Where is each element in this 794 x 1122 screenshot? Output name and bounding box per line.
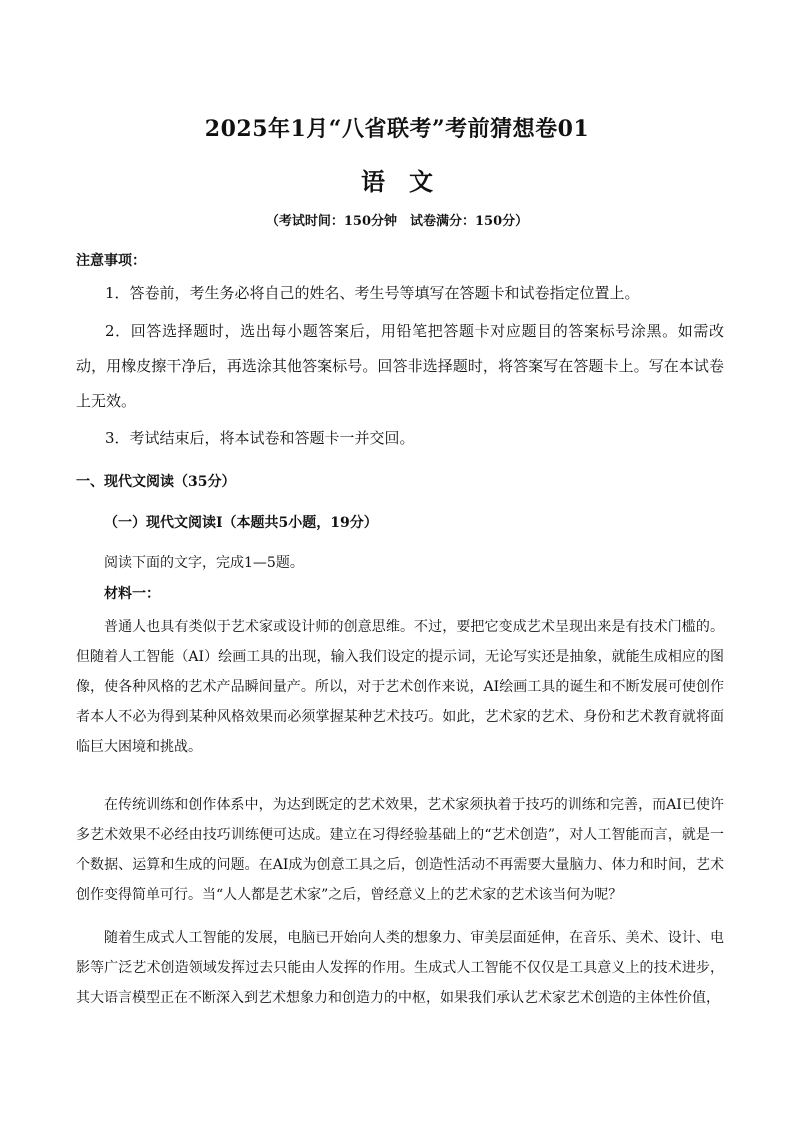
reading-instruction: 阅读下面的文字，完成1—5题。 [104, 555, 304, 571]
section-heading: 一、现代文阅读（35分） [76, 474, 236, 490]
exam-title: 2025年1月“八省联考”考前猜想卷01 [204, 116, 590, 142]
material-paragraph-3: 随着生成式人工智能的发展，电脑已开始向人类的想象力、审美层面延伸，在音乐、美术、设计、电影等广泛艺术创造领域发挥过去只能由人发挥的作用。生成式人工智能不仅仅是工具意义上的技术进步，其大语言模型正在不断深入到艺术想象力和创造力的中枢，如果我们承认艺术家艺术创造的主体性价值， [76, 930, 724, 1006]
notice-heading: 注意事项： [76, 253, 146, 269]
material-paragraph-2: 在传统训练和创作体系中，为达到既定的艺术效果，艺术家须执着于技巧的训练和完善，而AI已使许多艺术效果不必经由技巧训练便可达成。建立在习得经验基础上的“艺术创造”，对人工智能而言，就是一个数据、运算和生成的问题。在AI成为创意工具之后，创造性活动不再需要大量脑力、体力和时间，艺术创作变得简单可行。当“人人都是艺术家”之后，曾经意义上的艺术家的艺术该当何为呢？ [76, 797, 724, 903]
exam-time-and-score: （考试时间：150分钟 试卷满分：150分） [265, 214, 529, 229]
notice-item-3: 3．考试结束后，将本试卷和答题卡一并交回。 [105, 429, 415, 447]
material-paragraph-1: 普通人也具有类似于艺术家或设计师的创意思维。不过，要把它变成艺术呈现出来是有技术门槛的。但随着人工智能（AI）绘画工具的出现，输入我们设定的提示词，无论写实还是抽象，就能生成相应的图像，使各种风格的艺术产品瞬间量产。所以，对于艺术创作来说，AI绘画工具的诞生和不断发展可使创作者本人不必为得到某种风格效果而必须掌握某种艺术技巧。如此，艺术家的艺术、身份和艺术教育就将面临巨大困境和挑战。 [76, 619, 724, 755]
notice-item-2: 2．回答选择题时，选出每小题答案后，用铅笔把答题卡对应题目的答案标号涂黑。如需改动，用橡皮擦干净后，再选涂其他答案标号。回答非选择题时，将答案写在答题卡上。写在本试卷上无效。 [76, 322, 724, 410]
subsection-heading: （一）现代文阅读Ⅰ（本题共5小题，19分） [104, 515, 378, 531]
subject-title: 语文 [361, 167, 457, 196]
notice-item-1: 1．答卷前，考生务必将自己的姓名、考生号等填写在答题卡和试卷指定位置上。 [105, 284, 640, 302]
material-label: 材料一： [104, 586, 160, 602]
